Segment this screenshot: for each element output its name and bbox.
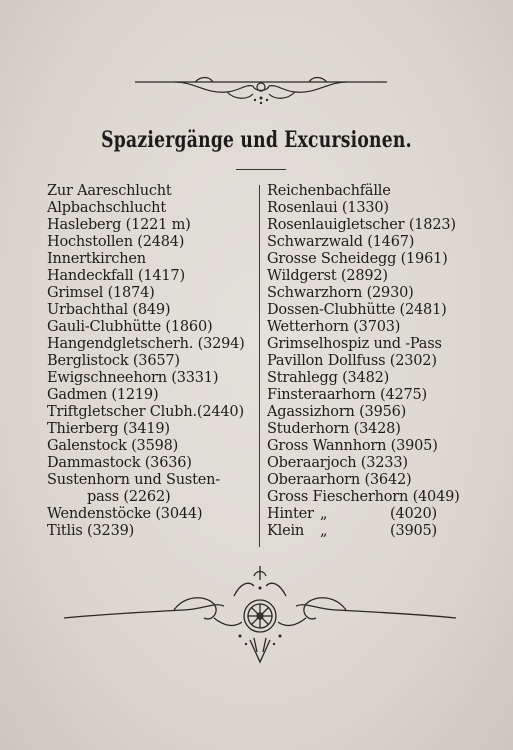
ditto-mark: „: [320, 506, 328, 522]
list-item: Wetterhorn (3703): [267, 319, 401, 335]
list-item: Hochstollen (2484): [47, 234, 185, 250]
list-item: Sustenhorn und Susten-: [47, 472, 220, 488]
list-item: Dammastock (3636): [47, 455, 192, 471]
ditto-mark: „: [320, 523, 328, 539]
left-column: [47, 183, 259, 540]
list-item: Finsteraarhorn (4275): [267, 387, 428, 403]
list-item: Titlis (3239): [47, 523, 135, 539]
list-item: Reichenbachfälle: [267, 183, 391, 199]
list-item: Zur Aareschlucht: [47, 183, 172, 199]
list-item: Alpbachschlucht: [47, 200, 166, 216]
list-item: Schwarzwald (1467): [267, 234, 415, 250]
list-item: Hangendgletscherh. (3294): [47, 336, 245, 352]
entry-value: (4020): [390, 506, 438, 522]
list-item: Pavillon Dollfuss (2302): [267, 353, 437, 369]
list-item: Hasleberg (1221 m): [47, 217, 191, 233]
list-item: Wendenstöcke (3044): [47, 506, 203, 522]
list-item: Rosenlauigletscher (1823): [267, 217, 456, 233]
list-item: Ewigschneehorn (3331): [47, 370, 219, 386]
scroll-ornament-top-icon: [135, 74, 387, 106]
list-item: Wildgerst (2892): [267, 268, 388, 284]
list-item: Grimsel (1874): [47, 285, 155, 301]
list-item: Berglistock (3657): [47, 353, 180, 369]
list-item: Grimselhospiz und -Pass: [267, 336, 442, 352]
list-item: pass (2262): [87, 489, 171, 505]
list-item: Grosse Scheidegg (1961): [267, 251, 448, 267]
list-item: Thierberg (3419): [47, 421, 170, 437]
list-item: Gross Fiescherhorn (4049): [267, 489, 460, 505]
list-item: Rosenlaui (1330): [267, 200, 389, 216]
list-item: [267, 523, 479, 540]
list-item: Agassizhorn (3956): [267, 404, 407, 420]
list-item: Handeckfall (1417): [47, 268, 185, 284]
wheel-ornament-bottom-icon: [64, 566, 456, 664]
entry-word: Hinter: [267, 506, 314, 522]
list-item: Schwarzhorn (2930): [267, 285, 414, 301]
entry-word: Klein: [267, 523, 305, 539]
list-item: Galenstock (3598): [47, 438, 179, 454]
list-item: Strahlegg (3482): [267, 370, 390, 386]
right-column: [267, 183, 479, 540]
page-title: Spaziergänge und Excursionen.: [101, 127, 412, 153]
list-item: [267, 506, 479, 523]
title-underline: [236, 169, 286, 170]
entry-value: (3905): [390, 523, 438, 539]
list-item: Gauli-Clubhütte (1860): [47, 319, 213, 335]
column-divider: [259, 185, 260, 547]
list-item: Gadmen (1219): [47, 387, 159, 403]
list-item: Oberaarhorn (3642): [267, 472, 412, 488]
list-item: Urbachthal (849): [47, 302, 171, 318]
list-item: Innertkirchen: [47, 251, 146, 267]
list-item: Studerhorn (3428): [267, 421, 401, 437]
list-item: Gross Wannhorn (3905): [267, 438, 438, 454]
list-item: Triftgletscher Clubh.(2440): [47, 404, 244, 420]
list-item: Oberaarjoch (3233): [267, 455, 408, 471]
list-item: Dossen-Clubhütte (2481): [267, 302, 447, 318]
